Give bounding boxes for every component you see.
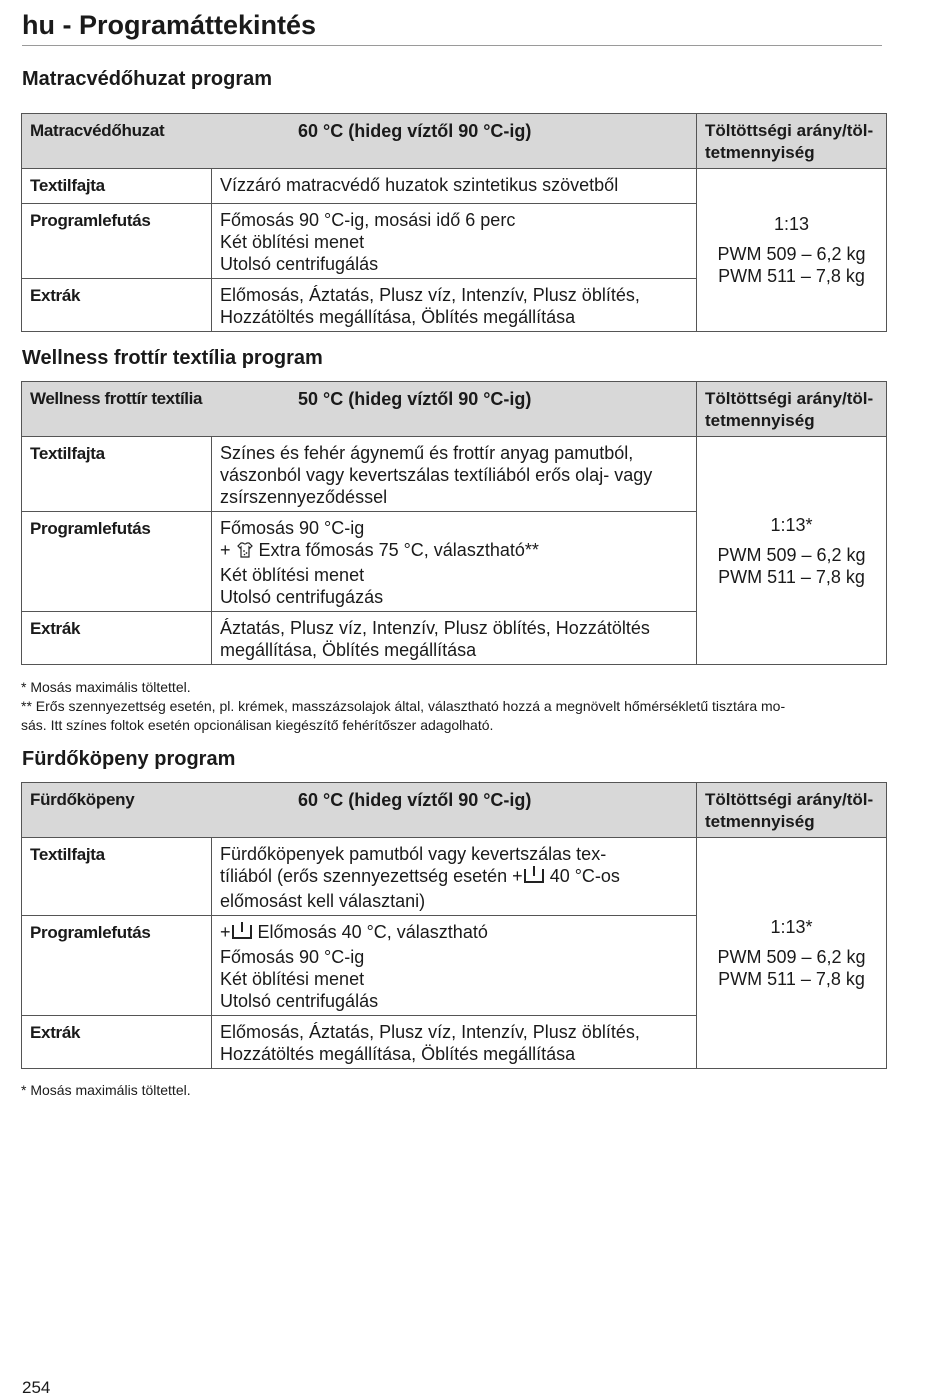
row-label-textile: Textilfajta <box>22 838 212 916</box>
prewash-tub-icon <box>523 865 545 890</box>
load-cell <box>697 169 887 332</box>
row-value-program: Főmosás 90 °C-ig, mosási idő 6 perc Két öblítési menet Utolsó centrifugálás <box>212 204 697 279</box>
program-name: Wellness frottír textília <box>30 389 203 408</box>
prewash-tub-icon <box>231 921 253 946</box>
row-label-program: Programlefutás <box>22 916 212 1016</box>
page-number: 254 <box>22 1378 51 1397</box>
row-value-extras: Áztatás, Plusz víz, Intenzív, Plusz öblítés, Hozzátöltés megállítása, Öblítés megállítása <box>212 612 697 665</box>
table-header <box>22 783 697 838</box>
program-name: Matracvédőhuzat <box>30 121 165 140</box>
load-ratio: 1:13 <box>773 214 810 234</box>
row-label-extras: Extrák <box>22 612 212 665</box>
program-table-wellness <box>21 381 887 665</box>
load-header: Töltöttségi arány/töl-tetmennyiség <box>697 783 887 838</box>
section-heading-furdokopeny: Fürdőköpeny program <box>22 748 236 770</box>
row-value-textile: Vízzáró matracvédő huzatok szintetikus szövetből <box>212 169 697 204</box>
program-temperature: 50 °C (hideg víztől 90 °C-ig) <box>298 389 532 409</box>
load-ratio: 1:13* <box>770 514 813 535</box>
row-value-program: Főmosás 90 °C-ig + Extra főmosás 75 °C, választható** Két öblítési menet Utolsó centrifugázás <box>212 512 697 612</box>
load-header: Töltöttségi arány/töl-tetmennyiség <box>697 114 887 169</box>
load-pwm509: PWM 509 – 6,2 kg <box>717 244 866 264</box>
row-label-program: Programlefutás <box>22 512 212 612</box>
program-table-furdokopeny <box>21 782 887 1069</box>
load-cell <box>697 437 887 665</box>
row-value-extras: Előmosás, Áztatás, Plusz víz, Intenzív, Plusz öblítés, Hozzátöltés megállítása, Öblítés megállítása <box>212 1016 697 1069</box>
load-pwm509: PWM 509 – 6,2 kg <box>717 947 866 967</box>
section-heading-matrac: Matracvédőhuzat program <box>22 68 273 90</box>
page-title: hu - Programáttekintés <box>22 10 882 46</box>
row-value-extras: Előmosás, Áztatás, Plusz víz, Intenzív, Plusz öblítés, Hozzátöltés megállítása, Öblítés megállítása <box>212 279 697 332</box>
load-pwm511: PWM 511 – 7,8 kg <box>718 266 865 286</box>
program-table-matrac <box>21 113 887 332</box>
load-pwm511: PWM 511 – 7,8 kg <box>718 566 865 587</box>
program-temperature: 60 °C (hideg víztől 90 °C-ig) <box>298 121 532 141</box>
table-header <box>22 114 697 169</box>
program-name: Fürdőköpeny <box>30 790 135 809</box>
row-label-extras: Extrák <box>22 1016 212 1069</box>
load-pwm511: PWM 511 – 7,8 kg <box>718 969 865 989</box>
table-header <box>22 382 697 437</box>
row-value-textile: Színes és fehér ágynemű és frottír anyag pamutból, vászonból vagy kevertszálas textíliából erős olaj- vagy zsírszennyeződéssel <box>212 437 697 512</box>
load-pwm509: PWM 509 – 6,2 kg <box>717 544 866 565</box>
section-heading-wellness: Wellness frottír textília program <box>22 347 323 369</box>
load-ratio: 1:13* <box>770 917 813 937</box>
footnotes-wellness: * Mosás maximális töltettel. ** Erős szennyezettség esetén, pl. krémek, masszázsolajok által, választható hozzá a megnövelt hőmérsékletű tisztára mo- sás. Itt színes foltok esetén opcionálisan kiegészítő fehérítőszer adagolható. <box>21 679 786 733</box>
load-cell <box>697 838 887 1069</box>
row-value-textile: Fürdőköpenyek pamutból vagy kevertszálas tex- tíliából (erős szennyezettség esetén + 40 °C-os előmosást kell választani) <box>212 838 697 916</box>
shirt-stain-icon <box>236 541 254 564</box>
program-temperature: 60 °C (hideg víztől 90 °C-ig) <box>298 790 532 810</box>
row-label-program: Programlefutás <box>22 204 212 279</box>
footnotes-furdokopeny: * Mosás maximális töltettel. <box>21 1082 191 1098</box>
row-label-textile: Textilfajta <box>22 169 212 204</box>
row-label-textile: Textilfajta <box>22 437 212 512</box>
load-header: Töltöttségi arány/töl-tetmennyiség <box>697 382 887 437</box>
row-label-extras: Extrák <box>22 279 212 332</box>
row-value-program: + Előmosás 40 °C, választható Főmosás 90 °C-ig Két öblítési menet Utolsó centrifugálás <box>212 916 697 1016</box>
